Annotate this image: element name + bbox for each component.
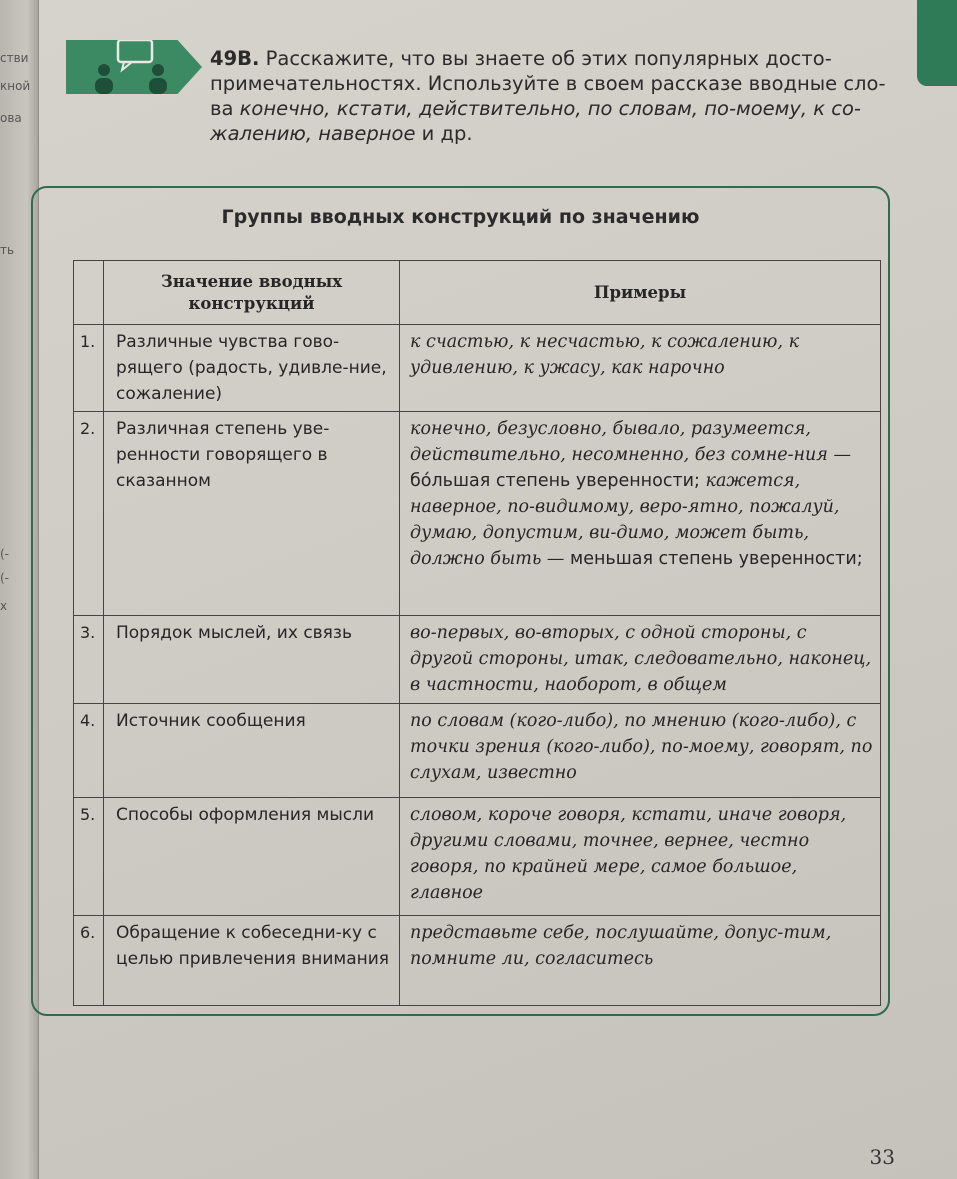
task-ending: и др. (421, 122, 473, 145)
examples-low-certainty: кажется, наверное, по-видимому, веро-ятно, пожалуй, думаю, допустим, ви-димо, может быть, должно быть — (410, 471, 840, 569)
prev-page-fragment: х (0, 599, 8, 613)
row-meaning: Источник сообщения (104, 704, 400, 798)
row-examples: словом, короче говоря, кстати, иначе говоря, другими словами, точнее, вернее, честно говоря, по крайней мере, самое большое, главное (400, 798, 881, 916)
row-number: 6. (74, 916, 104, 1006)
note-low-certainty: меньшая степень уверенности; (570, 549, 863, 569)
prev-page-fragment: (- (0, 547, 10, 561)
table-row (74, 412, 881, 616)
table-header-row (74, 261, 881, 325)
note-high-certainty: бóльшая степень уверенности; (410, 471, 700, 491)
row-number: 1. (74, 325, 104, 412)
header-num (74, 261, 104, 325)
row-meaning: Обращение к собеседни-ку с целью привлечения внимания (104, 916, 400, 1006)
row-meaning: Порядок мыслей, их связь (104, 616, 400, 704)
row-examples: к счастью, к несчастью, к сожалению, к удивлению, к ужасу, как нарочно (400, 325, 881, 412)
row-examples: представьте себе, послушайте, допус-тим, помните ли, согласитесь (400, 916, 881, 1006)
row-number: 2. (74, 412, 104, 616)
row-meaning: Различная степень уве-ренности говорящего в сказанном (104, 412, 400, 616)
row-number: 4. (74, 704, 104, 798)
chapter-tab (917, 0, 957, 86)
prev-page-fragment: кной (0, 79, 31, 93)
table-row (74, 704, 881, 798)
prev-page-fragment: ова (0, 111, 22, 125)
table-row (74, 916, 881, 1006)
introductory-constructions-table (73, 260, 881, 1006)
header-examples: Примеры (400, 261, 881, 325)
page-number: 33 (869, 1145, 895, 1169)
table-row (74, 798, 881, 916)
table-row (74, 616, 881, 704)
task-number: 49B. (210, 47, 260, 70)
dialogue-speech-bubble-icon (66, 40, 202, 94)
table-frame (31, 186, 890, 1016)
examples-high-certainty: конечно, безусловно, бывало, разумеется, действительно, несомненно, без сомне-ния — (410, 419, 851, 465)
table-title: Группы вводных конструкций по значению (221, 206, 700, 228)
row-number: 3. (74, 616, 104, 704)
task-words: конечно, кстати, действительно, по словам, по-моему, к со-жалению, наверное (210, 97, 861, 145)
row-examples (400, 412, 881, 616)
prev-page-fragment: ть (0, 243, 15, 257)
prev-page-fragment: (- (0, 571, 10, 585)
row-examples: во-первых, во-вторых, с одной стороны, с другой стороны, итак, следовательно, наконец, в частности, наоборот, в общем (400, 616, 881, 704)
prev-page-fragment: стви (0, 51, 29, 65)
row-number: 5. (74, 798, 104, 916)
task-text: Расскажите, что вы знаете об этих популярных досто-примечательностях. Используйте в своем рассказе вводные сло-ва (210, 47, 886, 120)
row-meaning: Различные чувства гово-рящего (радость, удивле-ние, сожаление) (104, 325, 400, 412)
row-examples: по словам (кого-либо), по мнению (кого-либо), с точки зрения (кого-либо), по-моему, говорят, по слухам, известно (400, 704, 881, 798)
table-row (74, 325, 881, 412)
row-meaning: Способы оформления мысли (104, 798, 400, 916)
task-instruction (210, 46, 890, 146)
header-meaning: Значение вводных конструкций (104, 261, 400, 325)
